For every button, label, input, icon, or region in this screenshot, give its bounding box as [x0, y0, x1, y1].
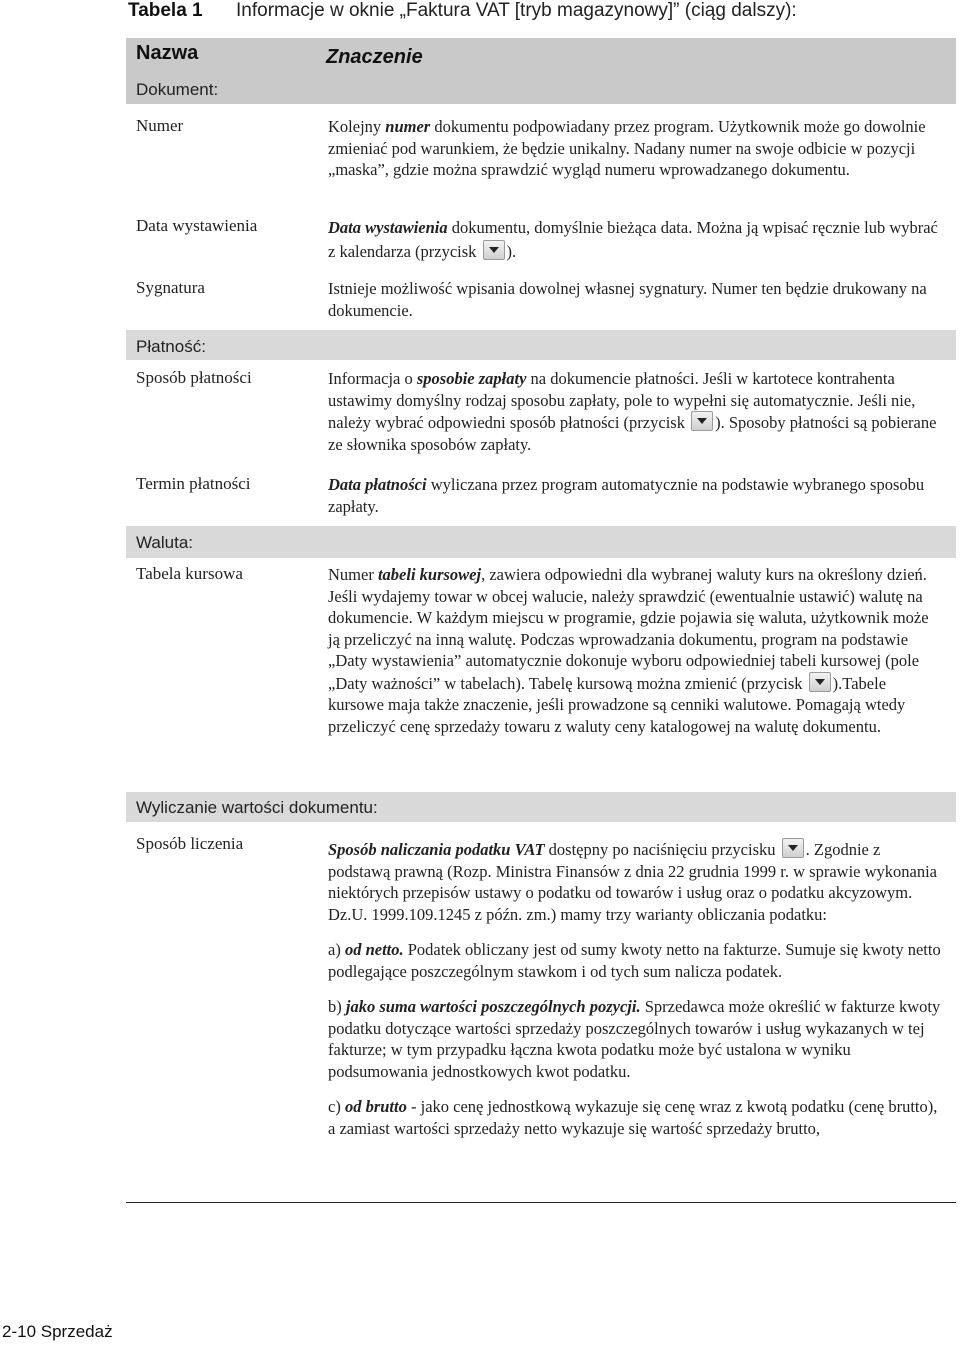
section-waluta: Waluta:	[136, 533, 194, 552]
dropdown-arrow-icon[interactable]	[483, 240, 505, 260]
table-bottom-rule	[126, 1202, 956, 1203]
dropdown-arrow-icon[interactable]	[691, 411, 713, 431]
vat-method-netto: a) od netto. Podatek obliczany jest od sumy kwoty netto na fakturze. Sumuje się kwoty netto podlegające poszczególnym stawkom i od tych sum nalicza podatek.	[328, 940, 941, 981]
section-band-waluta	[126, 526, 956, 558]
dropdown-arrow-icon[interactable]	[809, 672, 831, 692]
row-label-sposob-liczenia: Sposób liczenia	[136, 834, 244, 853]
table-title: Informacje w oknie „Faktura VAT [tryb magazynowy]” (ciąg dalszy):	[236, 0, 797, 21]
row-desc-termin-platnosci: Data płatności wyliczana przez program automatycznie na podstawie wybranego sposobu zapłaty.	[328, 475, 925, 516]
vat-method-suma-pozycji: b) jako suma wartości poszczególnych pozycji. Sprzedawca może określić w fakturze kwoty podatku dotyczące wartości sprzedaży poszczególnych towarów i usług wykazanych w tej fakturze; w tym przypadku łączna kwota podatku może być ustalona w wyniku podsumowania jednostkowych kwot podatku.	[328, 997, 941, 1081]
row-desc-data-wystawienia: Data wystawienia dokumentu, domyślnie bieżąca data. Można ją wpisać ręcznie lub wybrać z kalendarza (przycisk ).	[328, 218, 938, 261]
column-header-meaning: Znaczenie	[326, 46, 423, 68]
table-header	[126, 38, 956, 104]
section-dokument: Dokument:	[136, 80, 219, 99]
row-label-numer: Numer	[136, 116, 184, 135]
section-platnosc: Płatność:	[136, 337, 206, 356]
row-label-sygnatura: Sygnatura	[136, 278, 205, 297]
row-desc-tabela-kursowa: Numer tabeli kursowej, zawiera odpowiedni dla wybranej waluty kurs na określony dzień. Jeśli wydajemy towar w obcej walucie, należy sprawdzić (ewentualnie ustawić) walutę na dokumencie. W każdym miejscu w programie, gdzie pojawia się waluta, użytkownik może ją przeliczyć na inną walutę. Podczas wprowadzania dokumentu, program na podstawie „Daty wystawienia” automatycznie dokonuje wyboru odpowiedniej tabeli kursowej (pole „Daty ważności” w tabelach). Tabelę kursową można zmienić (przycisk ).Tabele kursowe maja także znaczenie, jeśli prowadzone są cenniki walutowe. Pomagają wtedy przeliczyć cenę sprzedaży towaru z waluty ceny katalogowej na walutę dokumentu.	[328, 565, 929, 736]
section-band-wyliczanie	[126, 792, 956, 822]
row-desc-sposob-platnosci: Informacja o sposobie zapłaty na dokumencie płatności. Jeśli w kartotece kontrahenta ustawimy domyślny rodzaj sposobu zapłaty, pole to wypełni się automatycznie. Jeśli nie, należy wybrać odpowiedni sposób płatności (przycisk ). Sposoby płatności są pobierane ze słownika sposobów zapłaty.	[328, 369, 937, 454]
row-desc-sygnatura: Istnieje możliwość wpisania dowolnej własnej sygnatury. Numer ten będzie drukowany na dokumencie.	[328, 279, 927, 320]
row-desc-numer: Kolejny numer dokumentu podpowiadany przez program. Użytkownik może go dowolnie zmieniać pod warunkiem, że będzie unikalny. Nadany numer na swoje odbicie w pozycji „maska”, gdzie można sprawdzić wygląd numeru wprowadzanego dokumentu.	[328, 117, 926, 179]
table-number: Tabela 1	[128, 0, 203, 21]
row-label-tabela-kursowa: Tabela kursowa	[136, 564, 243, 583]
row-label-data-wystawienia: Data wystawienia	[136, 216, 258, 235]
section-band-platnosc	[126, 330, 956, 360]
vat-method-brutto: c) od brutto - jako cenę jednostkową wykazuje się cenę wraz z kwotą podatku (cenę brutto), a zamiast wartości sprzedaży netto wykazuje się wartość sprzedaży brutto,	[328, 1097, 938, 1138]
row-label-termin-platnosci: Termin płatności	[136, 474, 251, 493]
page-footer: 2-10 Sprzedaż	[2, 1322, 113, 1341]
section-wyliczanie: Wyliczanie wartości dokumentu:	[136, 798, 378, 817]
column-header-name: Nazwa	[136, 42, 199, 64]
vat-method-intro: Sposób naliczania podatku VAT dostępny po naciśnięciu przycisku . Zgodnie z podstawą prawną (Rozp. Ministra Finansów z dnia 22 grudnia 1999 r. w sprawie wykonania niektórych przepisów ustawy o podatku od towarów i usług oraz o podatku akcyzowym. Dz.U. 1999.109.1245 z późn. zm.) mamy trzy warianty obliczania podatku:	[328, 840, 938, 924]
row-desc-sposob-liczenia	[328, 838, 943, 1139]
row-label-sposob-platnosci: Sposób płatności	[136, 368, 252, 387]
dropdown-arrow-icon[interactable]	[782, 838, 804, 858]
table-caption	[0, 0, 960, 30]
